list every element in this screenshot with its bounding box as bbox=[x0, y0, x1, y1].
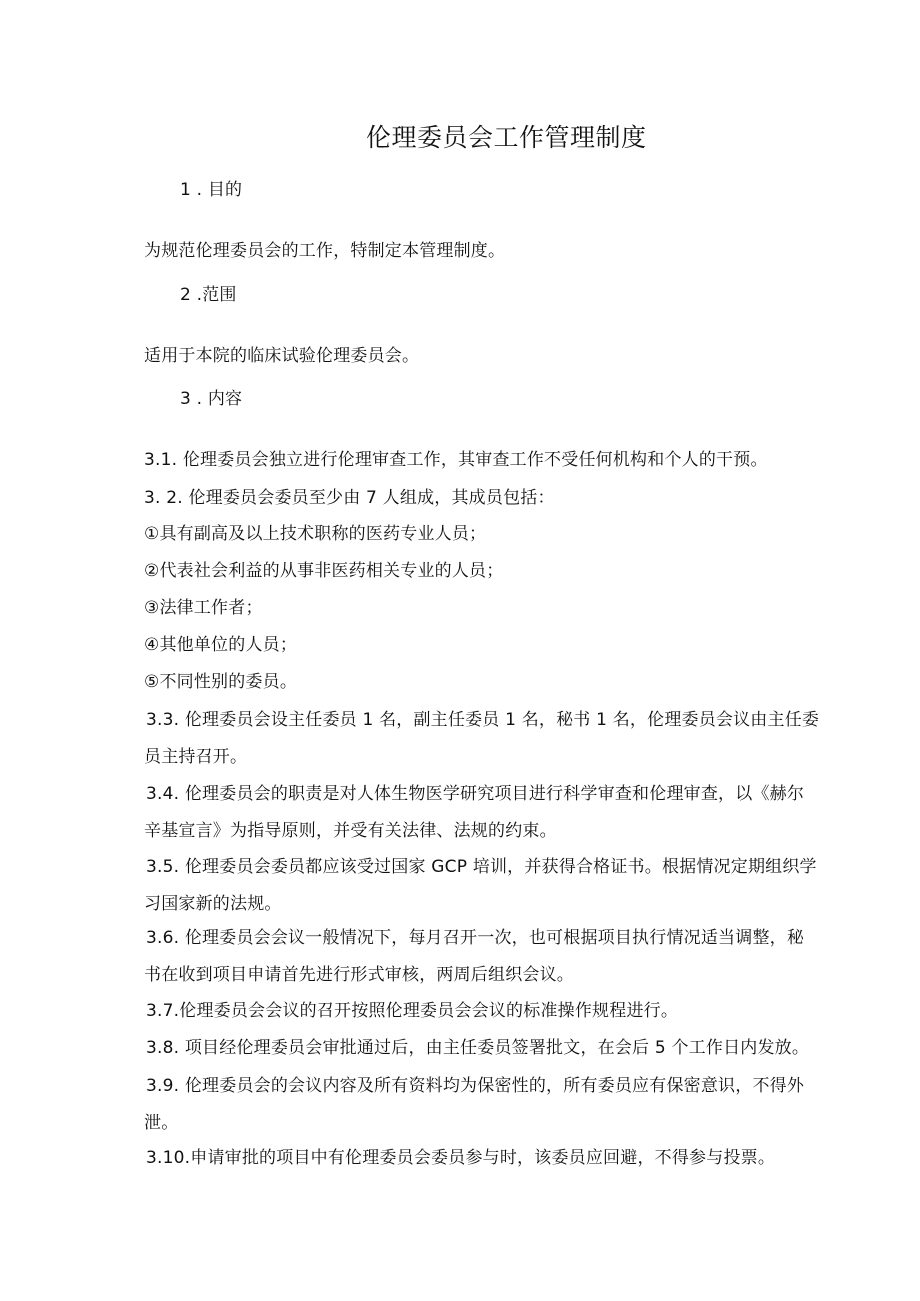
clause-3-4-line-2: 辛基宣言》为指导原则，并受有关法律、法规的约束。 bbox=[144, 821, 557, 841]
section-body-purpose: 为规范伦理委员会的工作，特制定本管理制度。 bbox=[144, 241, 506, 261]
member-item-5: ⑤不同性别的委员。 bbox=[144, 672, 298, 692]
clause-3-4-line-1: 3.4. 伦理委员会的职责是对人体生物医学研究项目进行科学审查和伦理审查，以《赫尔 bbox=[146, 784, 805, 804]
clause-3-7: 3.7.伦理委员会会议的召开按照伦理委员会会议的标准操作规程进行。 bbox=[146, 1001, 679, 1021]
clause-3-8: 3.8. 项目经伦理委员会审批通过后，由主任委员签署批文，在会后 5 个工作日内发放。 bbox=[146, 1038, 810, 1058]
clause-3-9-line-2: 泄。 bbox=[144, 1113, 179, 1133]
clause-3-1: 3.1. 伦理委员会独立进行伦理审查工作，其审查工作不受任何机构和个人的干预。 bbox=[144, 450, 768, 470]
section-heading-scope: 2 .范围 bbox=[180, 285, 237, 305]
member-item-4: ④其他单位的人员； bbox=[144, 635, 298, 655]
clause-3-10: 3.10.申请审批的项目中有伦理委员会委员参与时，该委员应回避，不得参与投票。 bbox=[146, 1148, 776, 1168]
section-body-scope: 适用于本院的临床试验伦理委员会。 bbox=[144, 346, 420, 366]
member-item-1: ①具有副高及以上技术职称的医药专业人员； bbox=[144, 524, 487, 544]
document-title: 伦理委员会工作管理制度 bbox=[366, 123, 647, 152]
clause-3-6-line-1: 3.6. 伦理委员会会议一般情况下，每月召开一次，也可根据项目执行情况适当调整，秘 bbox=[146, 928, 805, 948]
section-heading-purpose: 1 . 目的 bbox=[180, 180, 243, 200]
member-item-2: ②代表社会利益的从事非医药相关专业的人员； bbox=[144, 561, 504, 581]
clause-3-2: 3. 2. 伦理委员会委员至少由 7 人组成，其成员包括： bbox=[144, 488, 555, 508]
clause-3-5-line-1: 3.5. 伦理委员会委员都应该受过国家 GCP 培训，并获得合格证书。根据情况定期组织学 bbox=[146, 857, 817, 877]
member-item-3: ③法律工作者； bbox=[144, 598, 263, 618]
clause-3-5-line-2: 习国家新的法规。 bbox=[144, 894, 282, 914]
clause-3-3-line-1: 3.3. 伦理委员会设主任委员 1 名，副主任委员 1 名，秘书 1 名，伦理委员会议由主任委 bbox=[146, 710, 820, 730]
clause-3-3-line-2: 员主持召开。 bbox=[144, 747, 248, 767]
section-heading-content: 3 . 内容 bbox=[180, 389, 243, 409]
clause-3-6-line-2: 书在收到项目申请首先进行形式审核，两周后组织会议。 bbox=[144, 965, 574, 985]
clause-3-9-line-1: 3.9. 伦理委员会的会议内容及所有资料均为保密性的，所有委员应有保密意识，不得外 bbox=[146, 1076, 805, 1096]
